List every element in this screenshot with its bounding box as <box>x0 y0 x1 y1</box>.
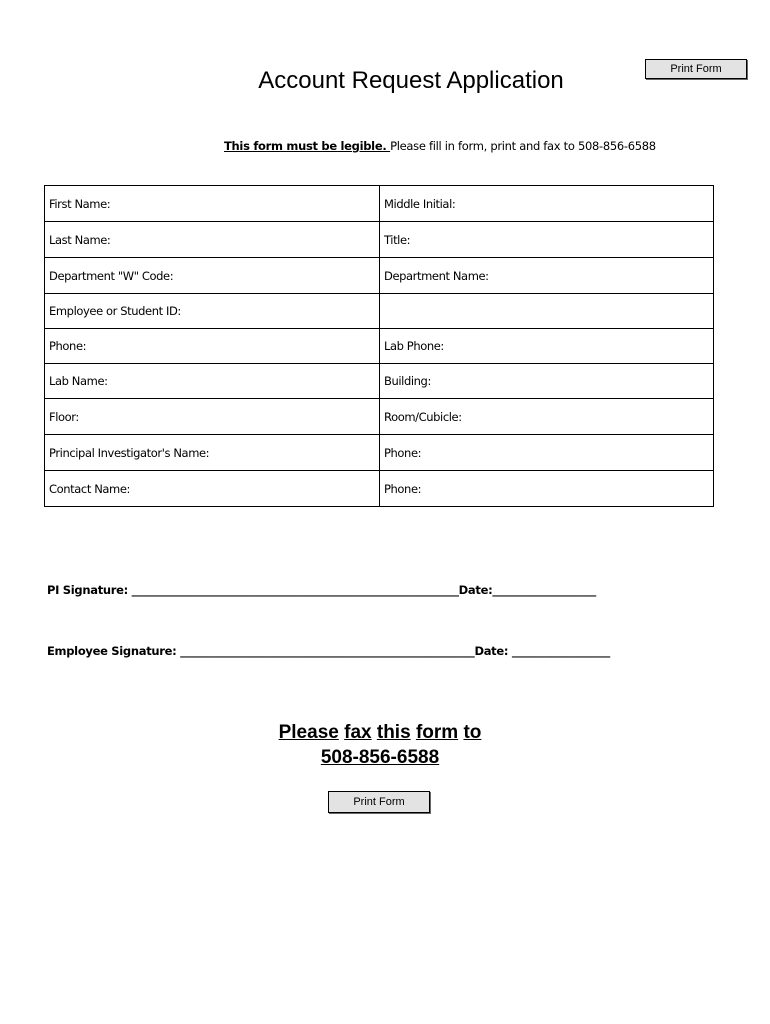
legibility-notice-bold: This form must be legible. <box>224 139 391 153</box>
floor-field[interactable]: Floor: <box>45 399 380 435</box>
phone-field[interactable]: Phone: <box>45 329 380 364</box>
lab-name-field[interactable]: Lab Name: <box>45 364 380 399</box>
employee-student-id-field[interactable]: Employee or Student ID: <box>45 294 380 329</box>
fax-word: to <box>463 722 482 743</box>
room-cubicle-field[interactable]: Room/Cubicle: <box>380 399 714 435</box>
building-field[interactable]: Building: <box>380 364 714 399</box>
table-row <box>45 435 714 471</box>
fax-word: fax <box>344 722 372 743</box>
principal-investigator-name-field[interactable]: Principal Investigator's Name: <box>45 435 380 471</box>
employee-signature-line[interactable]: Employee Signature: ______________________________________________________Date: __________________ <box>47 644 610 658</box>
title-field[interactable]: Title: <box>380 222 714 258</box>
table-row <box>45 294 714 329</box>
legibility-notice <box>224 139 656 153</box>
department-w-code-field[interactable]: Department "W" Code: <box>45 258 380 294</box>
last-name-field[interactable]: Last Name: <box>45 222 380 258</box>
lab-phone-field[interactable]: Lab Phone: <box>380 329 714 364</box>
fax-number <box>0 747 760 769</box>
legibility-notice-text: Please fill in form, print and fax to 508-856-6588 <box>390 139 656 153</box>
pi-phone-field[interactable]: Phone: <box>380 435 714 471</box>
table-row <box>45 186 714 222</box>
table-row <box>45 222 714 258</box>
page-title: Account Request Application <box>258 67 564 94</box>
table-row <box>45 329 714 364</box>
middle-initial-field[interactable]: Middle Initial: <box>380 186 714 222</box>
print-form-button-top[interactable]: Print Form <box>645 59 747 79</box>
fax-number-text: 508-856-6588 <box>320 747 440 768</box>
fax-word: form <box>415 722 459 743</box>
table-row <box>45 399 714 435</box>
department-name-field[interactable]: Department Name: <box>380 258 714 294</box>
fax-word: this <box>376 722 411 743</box>
contact-phone-field[interactable]: Phone: <box>380 471 714 507</box>
table-row <box>45 364 714 399</box>
empty-field[interactable] <box>380 294 714 329</box>
account-fields-table <box>44 185 714 507</box>
contact-name-field[interactable]: Contact Name: <box>45 471 380 507</box>
fax-word: Please <box>278 722 339 743</box>
print-form-button-bottom[interactable]: Print Form <box>328 791 430 813</box>
fax-instruction <box>0 722 760 744</box>
table-row <box>45 471 714 507</box>
pi-signature-line[interactable]: PI Signature: ____________________________________________________________Date:___________________ <box>47 583 596 597</box>
first-name-field[interactable]: First Name: <box>45 186 380 222</box>
table-row <box>45 258 714 294</box>
